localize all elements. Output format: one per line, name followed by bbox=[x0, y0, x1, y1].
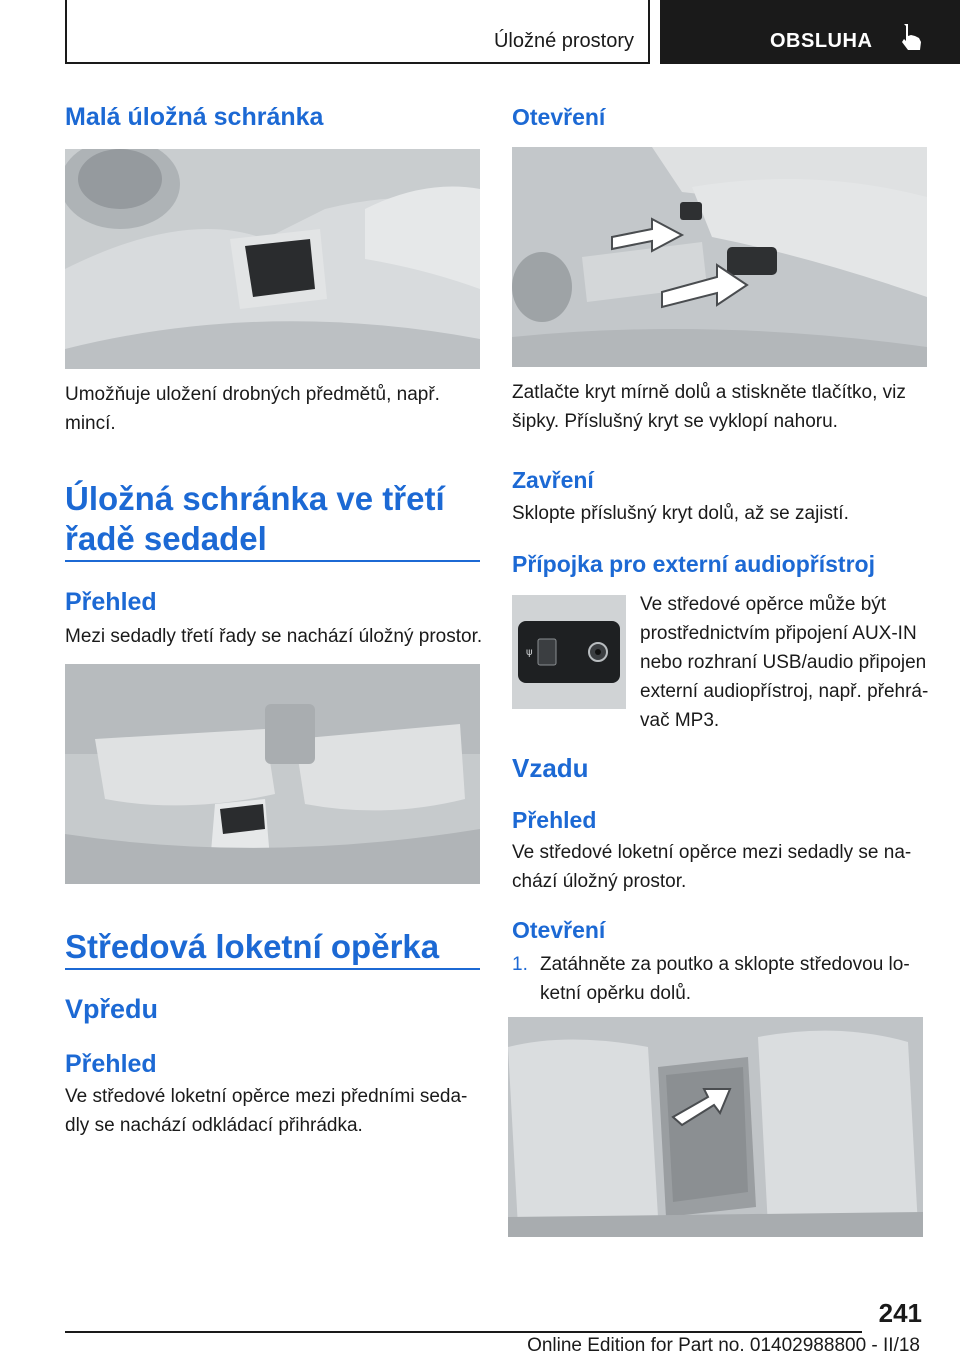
heading-overview-front: Přehled bbox=[65, 1050, 157, 1078]
heading-overview-third-row: Přehled bbox=[65, 588, 157, 616]
heading-open-rear: Otevření bbox=[512, 917, 606, 943]
heading-rear: Vzadu bbox=[512, 753, 589, 783]
small-box-description: Umožňuje uložení drobných předmětů, např. mincí. bbox=[65, 384, 440, 434]
header-section-title: Úložné prostory bbox=[493, 30, 634, 52]
heading-front: Vpředu bbox=[65, 994, 159, 1024]
footer-rule bbox=[65, 1331, 862, 1333]
pointing-hand-icon bbox=[898, 22, 924, 54]
heading-close: Zavření bbox=[512, 467, 594, 493]
heading-overview-rear: Přehled bbox=[512, 807, 597, 833]
close-text: Sklopte příslušný kryt dolů, až se zajistí. bbox=[512, 503, 849, 524]
page-number: 241 bbox=[878, 1298, 922, 1328]
header-chapter-tab bbox=[660, 0, 960, 64]
step-1: 1. Zatáhněte za poutko a sklopte středovou lo- ketní opěrku dolů. bbox=[512, 950, 927, 1008]
footer-edition: Online Edition for Part no. 01402988800 - II/18 bbox=[527, 1335, 920, 1356]
heading-open-front: Otevření bbox=[512, 104, 606, 130]
photo-rear-armrest bbox=[508, 1017, 923, 1237]
heading-third-row-storage: Úložná schránka ve třetí řadě sedadel bbox=[65, 480, 445, 557]
overview-rear-text: Ve středové loketní opěrce mezi sedadly se na- chází úložný prostor. bbox=[512, 842, 912, 892]
photo-third-row-storage bbox=[65, 664, 480, 884]
svg-text:ψ: ψ bbox=[526, 647, 533, 658]
heading-center-armrest: Středová loketní opěrka bbox=[65, 928, 440, 965]
header-section-box bbox=[65, 0, 650, 64]
overview-front-text: Ve středové loketní opěrce mezi předními seda- dly se nachází odkládací přihrádka. bbox=[65, 1086, 468, 1136]
step-1-number: 1. bbox=[512, 954, 528, 975]
heading-audio-connection: Přípojka pro externí audiopřístroj bbox=[512, 551, 875, 577]
photo-small-storage-box bbox=[65, 149, 480, 369]
open-front-text: Zatlačte kryt mírně dolů a stiskněte tlačítko, viz šipky. Příslušný kryt se vyklopí nahoru. bbox=[512, 382, 906, 432]
divider-rule bbox=[65, 560, 480, 562]
overview-third-row-text: Mezi sedadly třetí řady se nachází úložný prostor. bbox=[65, 626, 483, 647]
divider-rule bbox=[65, 968, 480, 970]
header-chapter-title: OBSLUHA bbox=[770, 30, 873, 52]
heading-small-box: Malá úložná schránka bbox=[65, 103, 324, 131]
photo-open-armrest bbox=[512, 147, 927, 367]
audio-connection-text: Ve středové opěrce může být prostřednictvím připojení AUX-IN nebo rozhraní USB/audio připojen externí audiopřístroj, např. přehrá- vač MP3. bbox=[640, 594, 929, 731]
photo-aux-usb-port bbox=[512, 595, 626, 709]
